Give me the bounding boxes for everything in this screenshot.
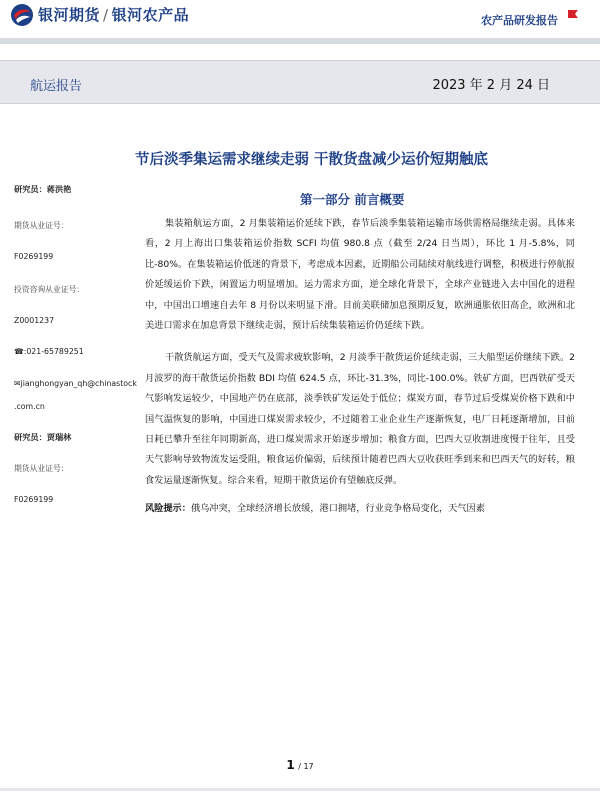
container-shipping-paragraph: 集装箱航运方面，2 月集装箱运价延续下跌，春节后淡季集装箱运输市场供需格局继续走弱。具体来看，2 月上海出口集装箱运价指数 SCFI 均值 980.8 点（截至 2/24 日当周），环比 1 月-5.8%，同比-80%。在集装箱运价低迷的背景下，考虑成本因素，近期船公司陆续对航线进行调整，积极进行停航报价延缓运价下跌，闲置运力明显增加。运力需求方面，逆全球化背景下，全球产业链进入去中国化的进程中，中国出口增速自去年 8 月份以来明显下滑。目前美联储加息预期反复，欧洲通胀依旧高企，欧洲和北美进口需求在加息背景下继续走弱，预计后续集装箱运价仍延续下跌。: [145, 218, 575, 332]
brand-separator: /: [103, 6, 109, 24]
analyst2-label: 研究员：贾瑞林: [14, 432, 72, 442]
galaxy-logo-icon: [10, 3, 34, 27]
report-date: 2023 年 2 月 24 日: [432, 78, 550, 93]
risk-text: 俄乌冲突，全球经济增长放缓，港口拥堵，行业竞争格局变化，天气因素: [190, 503, 485, 515]
report-type: 农产品研发报告: [481, 14, 558, 27]
dry-bulk-paragraph: 干散货航运方面，受天气及需求疲软影响，2 月淡季干散货运价延续走弱，三大船型运价继续下跌。2 月波罗的海干散货运价指数 BDI 均值 624.5 点，环比-31.3%，同比-100.0%。铁矿方面，巴西铁矿受天气影响发运较少，中国地产仍在底部，淡季铁矿发运处于低位；煤炭方面，春节过后受煤炭价格下跌和中国气温恢复的影响，中国进口煤炭需求较少，不过随着工业企业生产逐渐恢复，电厂日耗逐渐增加，目前日耗已攀升至往年同期新高，进口煤炭需求开始逐步增加；粮食方面，巴西大豆收割进度慢于往年，且受天气影响导致物流发运受阻，粮食运价偏弱，后续预计随着巴西大豆收获旺季到来和巴西天气的好转，粮食发运量逐渐恢复。综合来看，短期干散货运价有望触底反弹。: [145, 352, 575, 486]
section-title: 第一部分 前言概要: [300, 192, 405, 207]
analyst1-label: 研究员：蒋洪艳: [14, 184, 72, 194]
page-total: / 17: [298, 762, 314, 771]
email-line-1[interactable]: ✉jianghongyan_qh@chinastock: [14, 379, 137, 388]
risk-warning: [145, 499, 575, 519]
license-number-1: F0269199: [14, 252, 54, 261]
report-band: [0, 60, 600, 104]
license-label-2: 期货从业证号：: [14, 464, 69, 473]
consult-number: Z0001237: [14, 316, 55, 325]
header-stripe: [0, 38, 600, 44]
email-line-2[interactable]: .com.cn: [14, 402, 45, 411]
report-body: [145, 214, 575, 520]
report-category: 航运报告: [30, 79, 83, 94]
license-number-2: F0269199: [14, 495, 54, 504]
brand-left: 银河期货: [38, 6, 101, 24]
page-number: 1: [286, 758, 295, 772]
phone-number: ☎:021-65789251: [14, 347, 84, 356]
footer-rule: [0, 788, 600, 791]
brand-right: 银河农产品: [111, 6, 190, 24]
consult-label: 投资咨询从业证号：: [14, 285, 85, 294]
risk-label: 风险提示：: [145, 503, 191, 515]
flag-icon: [566, 8, 580, 22]
license-label-1: 期货从业证号：: [14, 221, 69, 230]
page-title: 节后淡季集运需求继续走弱 干散货盘减少运价短期触底: [135, 152, 489, 168]
brand-name: [38, 4, 189, 25]
page-footer: [0, 758, 600, 772]
